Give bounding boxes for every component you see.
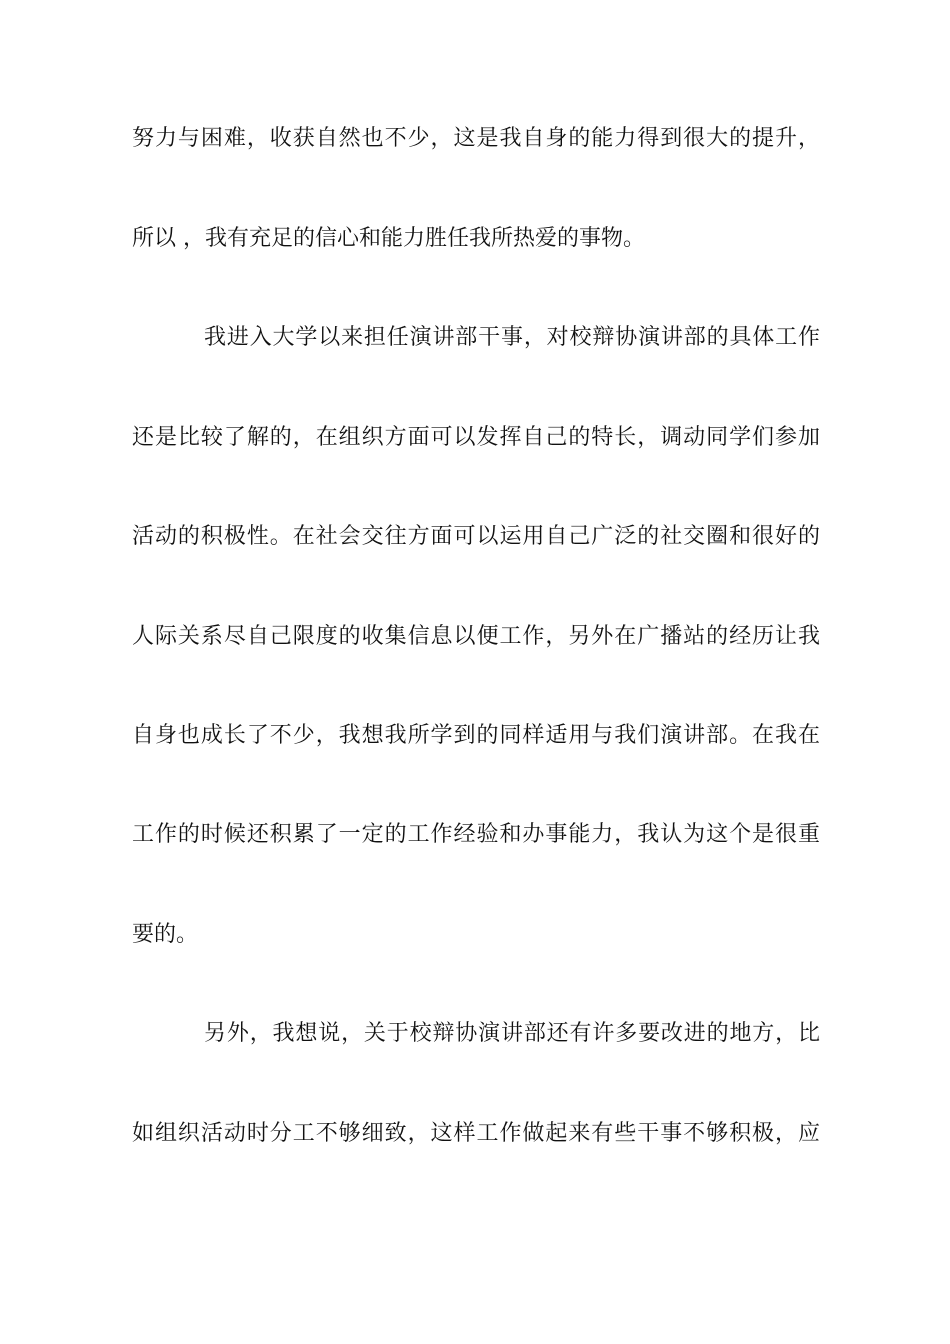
- text-line: 人际关系尽自己限度的收集信息以便工作，另外在广播站的经历让我: [132, 624, 820, 649]
- text-line: 活动的积极性。在社会交往方面可以运用自己广泛的社交圈和很好的: [132, 524, 820, 549]
- text-line: 努力与困难，收获自然也不少，这是我自身的能力得到很大的提升，: [132, 126, 820, 151]
- text-line: 自身也成长了不少，我想我所学到的同样适用与我们演讲部。在我在: [132, 723, 820, 748]
- text-line: 要的。: [132, 922, 199, 947]
- paragraph-first-line: 另外，我想说，关于校辩协演讲部还有许多要改进的地方，比: [204, 1021, 820, 1046]
- text-line: 还是比较了解的，在组织方面可以发挥自己的特长，调动同学们参加: [132, 425, 820, 450]
- text-line: 工作的时候还积累了一定的工作经验和办事能力，我认为这个是很重: [132, 822, 820, 847]
- text-line: 如组织活动时分工不够细致，这样工作做起来有些干事不够积极，应: [132, 1121, 820, 1146]
- text-line: 所以 ，我有充足的信心和能力胜任我所热爱的事物。: [132, 226, 645, 251]
- paragraph-first-line: 我进入大学以来担任演讲部干事，对校辩协演讲部的具体工作: [204, 325, 820, 350]
